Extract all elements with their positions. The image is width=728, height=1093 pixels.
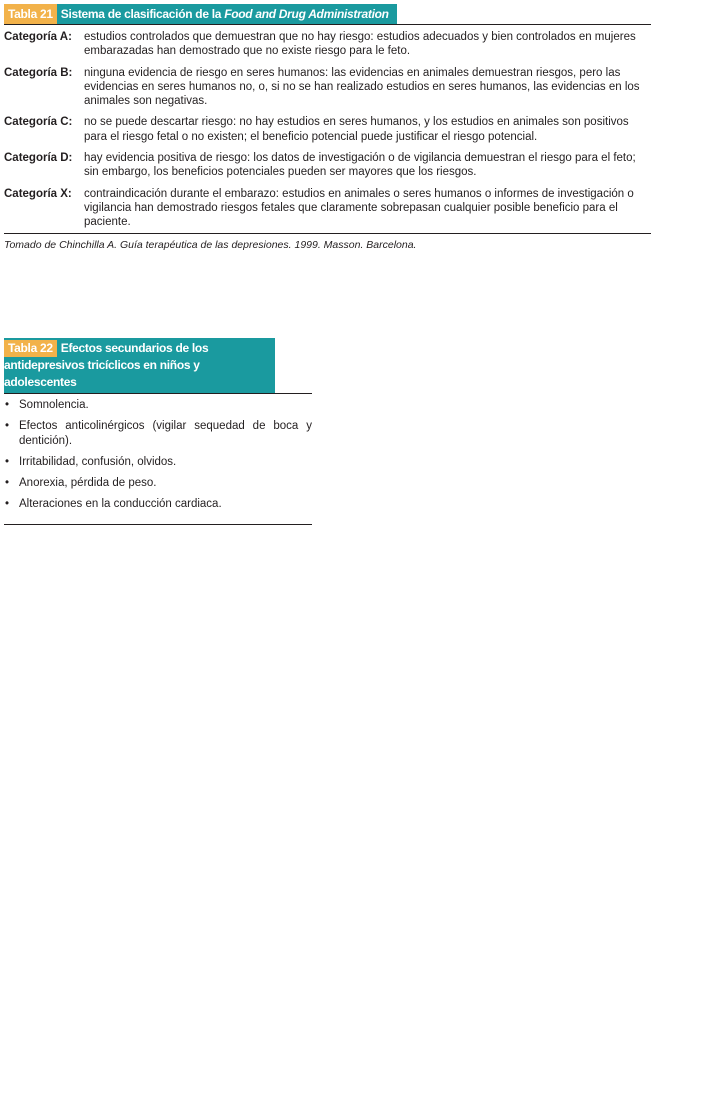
category-label: Categoría X: (4, 187, 72, 200)
table-21-title-italic: Food and Drug Administration (224, 7, 389, 21)
list-item: • Alteraciones en la conducción cardiaca. (5, 498, 222, 510)
table-22 (4, 338, 312, 525)
side-effects-list (4, 394, 312, 524)
category-row-d (4, 151, 651, 180)
table-21-label: Tabla 21 (4, 4, 57, 24)
list-item: • Efectos anticolinérgicos (vigilar sequedad de boca y dentición). (5, 420, 312, 447)
bullet-icon: • (5, 399, 10, 411)
category-text: hay evidencia positiva de riesgo: los datos de investigación o de vigilancia demuestran el riesgo para el feto; sin embargo, los beneficios potenciales pueden ser mayores que los riesgos. (84, 152, 636, 179)
category-row-c (4, 115, 651, 144)
bullet-icon: • (5, 420, 10, 432)
list-item: • Somnolencia. (5, 399, 89, 411)
table-22-title: Efectos secundarios de los antidepresivos tricíclicos en niños y adolescentes (4, 341, 209, 389)
list-item: • Anorexia, pérdida de peso. (5, 477, 157, 489)
table-21-title: Sistema de clasificación de la (60, 7, 225, 21)
table-21 (4, 4, 651, 252)
category-text: ninguna evidencia de riesgo en seres humanos: las evidencias en animales demuestran riesgos, pero las evidencias en seres humanos no, o, si no se han realizado estudios en seres humanos, las evidencias en los animales son negativas. (84, 66, 640, 108)
category-row-a (4, 30, 651, 59)
bullet-icon: • (5, 456, 10, 468)
table-22-title-bar (4, 338, 275, 393)
table-21-bottom-rule (4, 233, 651, 234)
category-text: no se puede descartar riesgo: no hay estudios en seres humanos, y los estudios en animales son positivos para el riesgo fetal o no existen; el beneficio potencial puede justificar el riesgo potencial. (84, 116, 629, 143)
category-label: Categoría C: (4, 116, 73, 129)
table-22-bottom-rule (4, 524, 312, 525)
category-label: Categoría D: (4, 152, 73, 165)
bullet-icon: • (5, 477, 10, 489)
category-text: contraindicación durante el embarazo: estudios en animales o seres humanos o informes de investigación o vigilancia han demostrado riesgos fetales que claramente sobrepasan cualquier posible beneficio para el paciente. (84, 187, 634, 229)
category-row-x (4, 187, 651, 230)
table-21-source: Tomado de Chinchilla A. Guía terapéutica de las depresiones. 1999. Masson. Barcelona. (4, 238, 417, 251)
category-label: Categoría A: (4, 31, 72, 43)
table-22-label: Tabla 22 (4, 340, 57, 357)
category-list (4, 30, 651, 230)
table-21-title-bar (4, 4, 397, 24)
list-item: • Irritabilidad, confusión, olvidos. (5, 456, 177, 468)
category-label: Categoría B: (4, 66, 73, 79)
bullet-icon: • (5, 498, 10, 510)
category-text: estudios controlados que demuestran que no hay riesgo: estudios adecuados y bien controlados en mujeres embarazadas han demostrado que no existe riesgo para le feto. (84, 31, 636, 58)
table-21-header (4, 4, 651, 25)
category-row-b (4, 66, 651, 109)
